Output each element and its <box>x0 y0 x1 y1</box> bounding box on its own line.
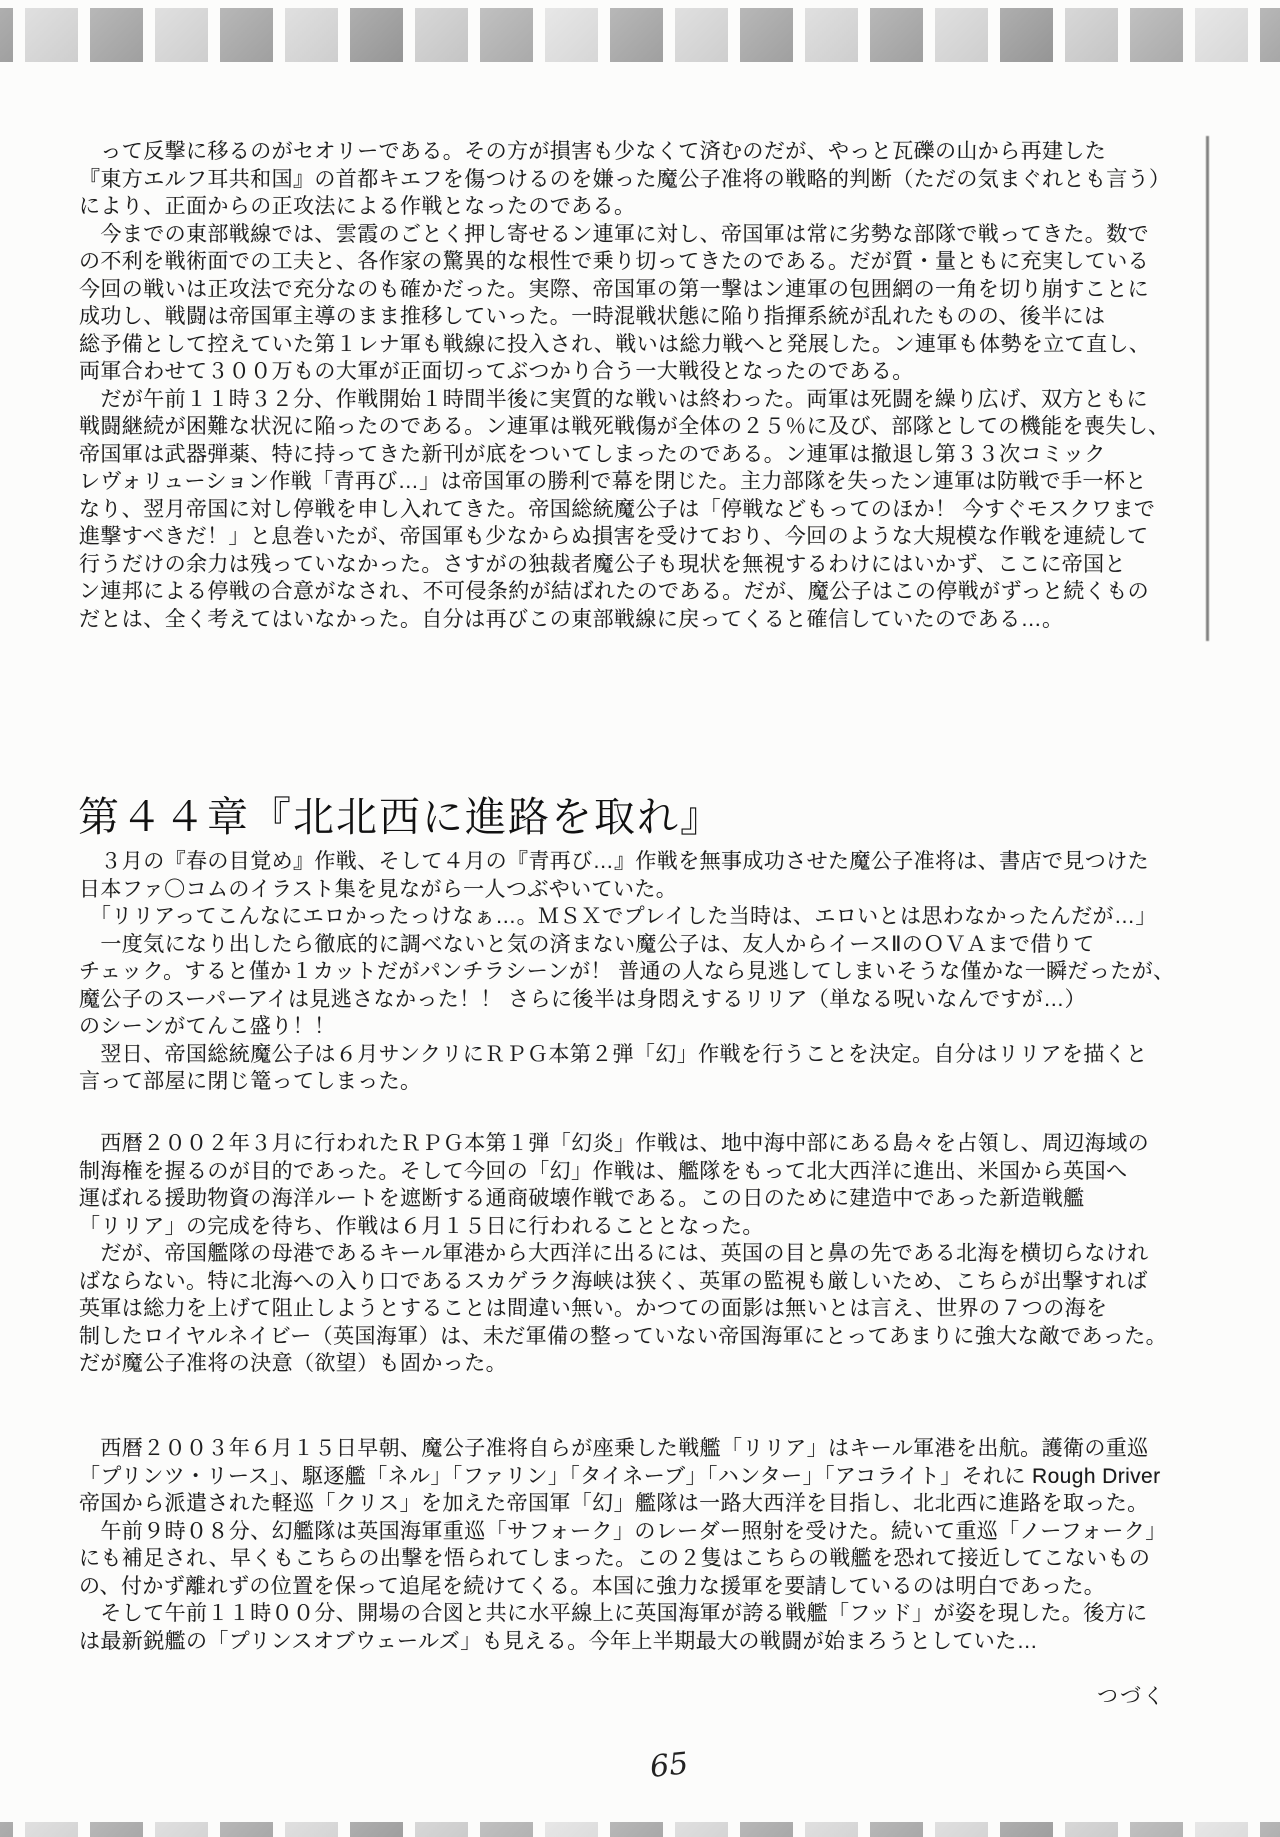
text-line: チェック。すると僅か１カットだがパンチラシーンが！ 普通の人なら見逃してしまいそうな僅かな一瞬だったが、 <box>79 960 1175 983</box>
text-line: 制したロイヤルネイビー（英国海軍）は、未だ軍備の整っていない帝国海軍にとってあまりに強大な敵であった。 <box>79 1324 1168 1348</box>
border-square <box>740 1822 793 1837</box>
border-square <box>25 1822 78 1837</box>
paragraph-block-story <box>79 848 1213 1096</box>
text-line: の、付かず離れずの位置を保って追尾を続けてくる。本国に強力な援軍を要請しているのは明白であった。 <box>79 1574 1106 1598</box>
text-line: だとは、全く考えてはいなかった。自分は再びこの東部戦線に戻ってくると確信していたのである…。 <box>79 607 1064 631</box>
border-square <box>285 1822 338 1837</box>
border-square <box>1260 8 1280 62</box>
text-line: 一度気になり出したら徹底的に調べないと気の済まない魔公子は、友人からイースⅡのＯＶＡまで借りて <box>79 932 1095 956</box>
border-square <box>415 1822 468 1837</box>
border-square <box>870 8 923 62</box>
bottom-border-squares <box>0 1822 1280 1837</box>
border-square <box>1260 1822 1280 1837</box>
border-square <box>1000 1822 1053 1837</box>
border-square <box>220 8 273 62</box>
border-square <box>1065 1822 1118 1837</box>
text-line: 帝国軍は武器弾薬、特に持ってきた新刊が底をついてしまったのである。ン連軍は撤退し第３３次コミック <box>79 442 1106 466</box>
text-line: 戦闘継続が困難な状況に陥ったのである。ン連軍は戦死戦傷が全体の２５％に及び、部隊としての機能を喪失し、 <box>79 415 1170 438</box>
border-square <box>545 1822 598 1837</box>
text-line: にも補足され、早くもこちらの出撃を悟られてしまった。この２隻はこちらの戦艦を恐れて接近してこないもの <box>79 1547 1151 1570</box>
border-square <box>155 8 208 62</box>
text-line: 総予備として控えていた第１レナ軍も戦線に投入され、戦いは総力戦へと発展した。ン連軍も体勢を立て直し、 <box>79 332 1151 356</box>
border-square <box>90 1822 143 1837</box>
text-line: 魔公子のスーパーアイは見逃さなかった！！ さらに後半は身悶えするリリア（単なる呪いなんですが…） <box>79 987 1086 1011</box>
border-square <box>1195 8 1248 62</box>
paragraph-block-operation <box>79 1130 1213 1378</box>
text-line: だが魔公子准将の決意（欲望）も固かった。 <box>79 1352 507 1375</box>
border-square <box>935 1822 988 1837</box>
border-square <box>740 8 793 62</box>
text-line: ン連邦による停戦の合意がなされ、不可侵条約が結ばれたのである。だが、魔公子はこの停戦がずっと続くもの <box>79 580 1149 603</box>
text-line: 成功し、戦闘は帝国軍主導のまま推移していった。一時混戦状態に陥り指揮系統が乱れたものの、後半には <box>79 305 1106 328</box>
border-square <box>935 8 988 62</box>
chapter-title: 第４４章『北北西に進路を取れ』 <box>78 794 723 841</box>
text-line: 行うだけの余力は残っていなかった。さすがの独裁者魔公子も現状を無視するわけにはいかず、ここに帝国と <box>79 552 1126 576</box>
border-square <box>610 1822 663 1837</box>
border-square <box>805 8 858 62</box>
border-square <box>155 1822 208 1837</box>
text-line: 言って部屋に閉じ篭ってしまった。 <box>79 1070 422 1093</box>
text-line: だが午前１１時３２分、作戦開始１時間半後に実質的な戦いは終わった。両軍は死闘を繰り広げ、双方ともに <box>79 387 1148 411</box>
text-line: って反撃に移るのがセオリーである。その方が損害も少なくて済むのだが、やっと瓦礫の山から再建した <box>79 140 1107 163</box>
border-square <box>1000 8 1053 62</box>
border-square <box>675 1822 728 1837</box>
border-square <box>350 1822 403 1837</box>
paragraph-block-fleet <box>79 1435 1213 1655</box>
scan-artifact-line <box>1206 136 1209 641</box>
text-line: ばならない。特に北海への入り口であるスカゲラク海峡は狭く、英軍の監視も厳しいため、こちらが出撃すれば <box>79 1269 1148 1293</box>
text-line: 西暦２００３年６月１５日早朝、魔公子准将自らが座乗した戦艦「リリア」はキール軍港を出航。護衛の重巡 <box>79 1437 1149 1460</box>
text-line: 運ばれる援助物資の海洋ルートを遮断する通商破壊作戦である。この日のために建造中であった新造戦艦 <box>79 1187 1085 1210</box>
border-square <box>350 8 403 62</box>
border-square <box>1130 8 1183 62</box>
border-square <box>480 8 533 62</box>
text-line: 西暦２００２年３月に行われたＲＰＧ本第１弾「幻炎」作戦は、地中海中部にある島々を占領し、周辺海域の <box>79 1132 1149 1155</box>
text-line: なり、翌月帝国に対し停戦を申し入れてきた。帝国総統魔公子は「停戦などもってのほか！ 今すぐモスクワまで <box>79 497 1156 521</box>
text-line: そして午前１１時００分、開場の合図と共に水平線上に英国海軍が誇る戦艦「フッド」が姿を現した。後方に <box>79 1602 1148 1625</box>
text-line: 「リリア」の完成を待ち、作戦は６月１５日に行われることとなった。 <box>79 1214 764 1238</box>
border-square <box>0 8 13 62</box>
text-line: 進撃すべきだ！」と息巻いたが、帝国軍も少なからぬ損害を受けており、今回のような大規模な作戦を連続して <box>79 525 1149 548</box>
border-square <box>220 1822 273 1837</box>
border-square <box>805 1822 858 1837</box>
page-number: 65 <box>648 1746 690 1785</box>
text-line: 制海権を握るのが目的であった。そして今回の「幻」作戦は、艦隊をもって北大西洋に進出、米国から英国へ <box>79 1159 1128 1183</box>
text-line: 『東方エルフ耳共和国』の首都キエフを傷つけるのを嫌った魔公子准将の戦略的判断（ただの気まぐれとも言う） <box>79 167 1171 191</box>
border-square <box>1130 1822 1183 1837</box>
text-line: 今までの東部戦線では、雲霞のごとく押し寄せるン連軍に対し、帝国軍は常に劣勢な部隊で戦ってきた。数で <box>79 222 1149 246</box>
text-line: レヴォリューション作戦「青再び…」は帝国軍の勝利で幕を閉じた。主力部隊を失ったン連軍は防戦で手一杯と <box>79 470 1147 493</box>
border-square <box>415 8 468 62</box>
to-be-continued-label: つづく <box>1097 1685 1166 1708</box>
text-line: 午前９時０８分、幻艦隊は英国海軍重巡「サフォーク」のレーダー照射を受けた。続いて重巡「ノーフォーク」 <box>79 1519 1167 1543</box>
text-line: 「リリアってこんなにエロかったっけなぁ…。ＭＳＸでプレイした当時は、エロいとは思わなかったんだが…」 <box>79 905 1157 928</box>
border-square <box>870 1822 923 1837</box>
text-line: 翌日、帝国総統魔公子は６月サンクリにＲＰＧ本第２弾「幻」作戦を行うことを決定。自分はリリアを描くと <box>79 1042 1148 1066</box>
text-line: により、正面からの正攻法による作戦となったのである。 <box>79 195 636 218</box>
border-square <box>90 8 143 62</box>
border-square <box>480 1822 533 1837</box>
text-line: 日本ファ〇コムのイラスト集を見ながら一人つぶやいていた。 <box>79 877 678 901</box>
text-line: ３月の『春の目覚め』作戦、そして４月の『青再び…』作戦を無事成功させた魔公子准将は、書店で見つけた <box>79 850 1149 873</box>
text-line: 今回の戦いは正攻法で充分なのも確かだった。実際、帝国軍の第一撃はン連軍の包囲網の一角を切り崩すことに <box>79 277 1149 301</box>
text-line: の不利を戦術面での工夫と、各作家の驚異的な根性で乗り切ってきたのである。だが質・量ともに充実している <box>79 250 1149 273</box>
border-square <box>0 1822 13 1837</box>
paragraph-block-prologue <box>79 138 1213 633</box>
text-line: 英軍は総力を上げて阻止しようとすることは間違い無い。かつての面影は無いとは言え、世界の７つの海を <box>79 1297 1108 1320</box>
text-line: 「プリンツ・リース」、駆逐艦「ネル」「ファリン」「タイネーブ」「ハンター」「アコライト」それに Rough Driver <box>79 1464 1161 1488</box>
border-square <box>545 8 598 62</box>
border-square <box>610 8 663 62</box>
text-line: のシーンがてんこ盛り！！ <box>79 1015 336 1038</box>
text-line: 両軍合わせて３００万もの大軍が正面切ってぶつかり合う一大戦役となったのである。 <box>79 360 914 383</box>
border-square <box>675 8 728 62</box>
text-line: 帝国から派遣された軽巡「クリス」を加えた帝国軍「幻」艦隊は一路大西洋を目指し、北北西に進路を取った。 <box>79 1492 1149 1515</box>
border-square <box>25 8 78 62</box>
text-line: は最新鋭艦の「プリンスオブウェールズ」も見える。今年上半期最大の戦闘が始まろうとしていた… <box>79 1629 1039 1653</box>
border-square <box>1195 1822 1248 1837</box>
top-border-squares <box>0 8 1280 62</box>
text-line: だが、帝国艦隊の母港であるキール軍港から大西洋に出るには、英国の目と鼻の先である北海を横切らなけれ <box>79 1242 1149 1265</box>
border-square <box>1065 8 1118 62</box>
border-square <box>285 8 338 62</box>
